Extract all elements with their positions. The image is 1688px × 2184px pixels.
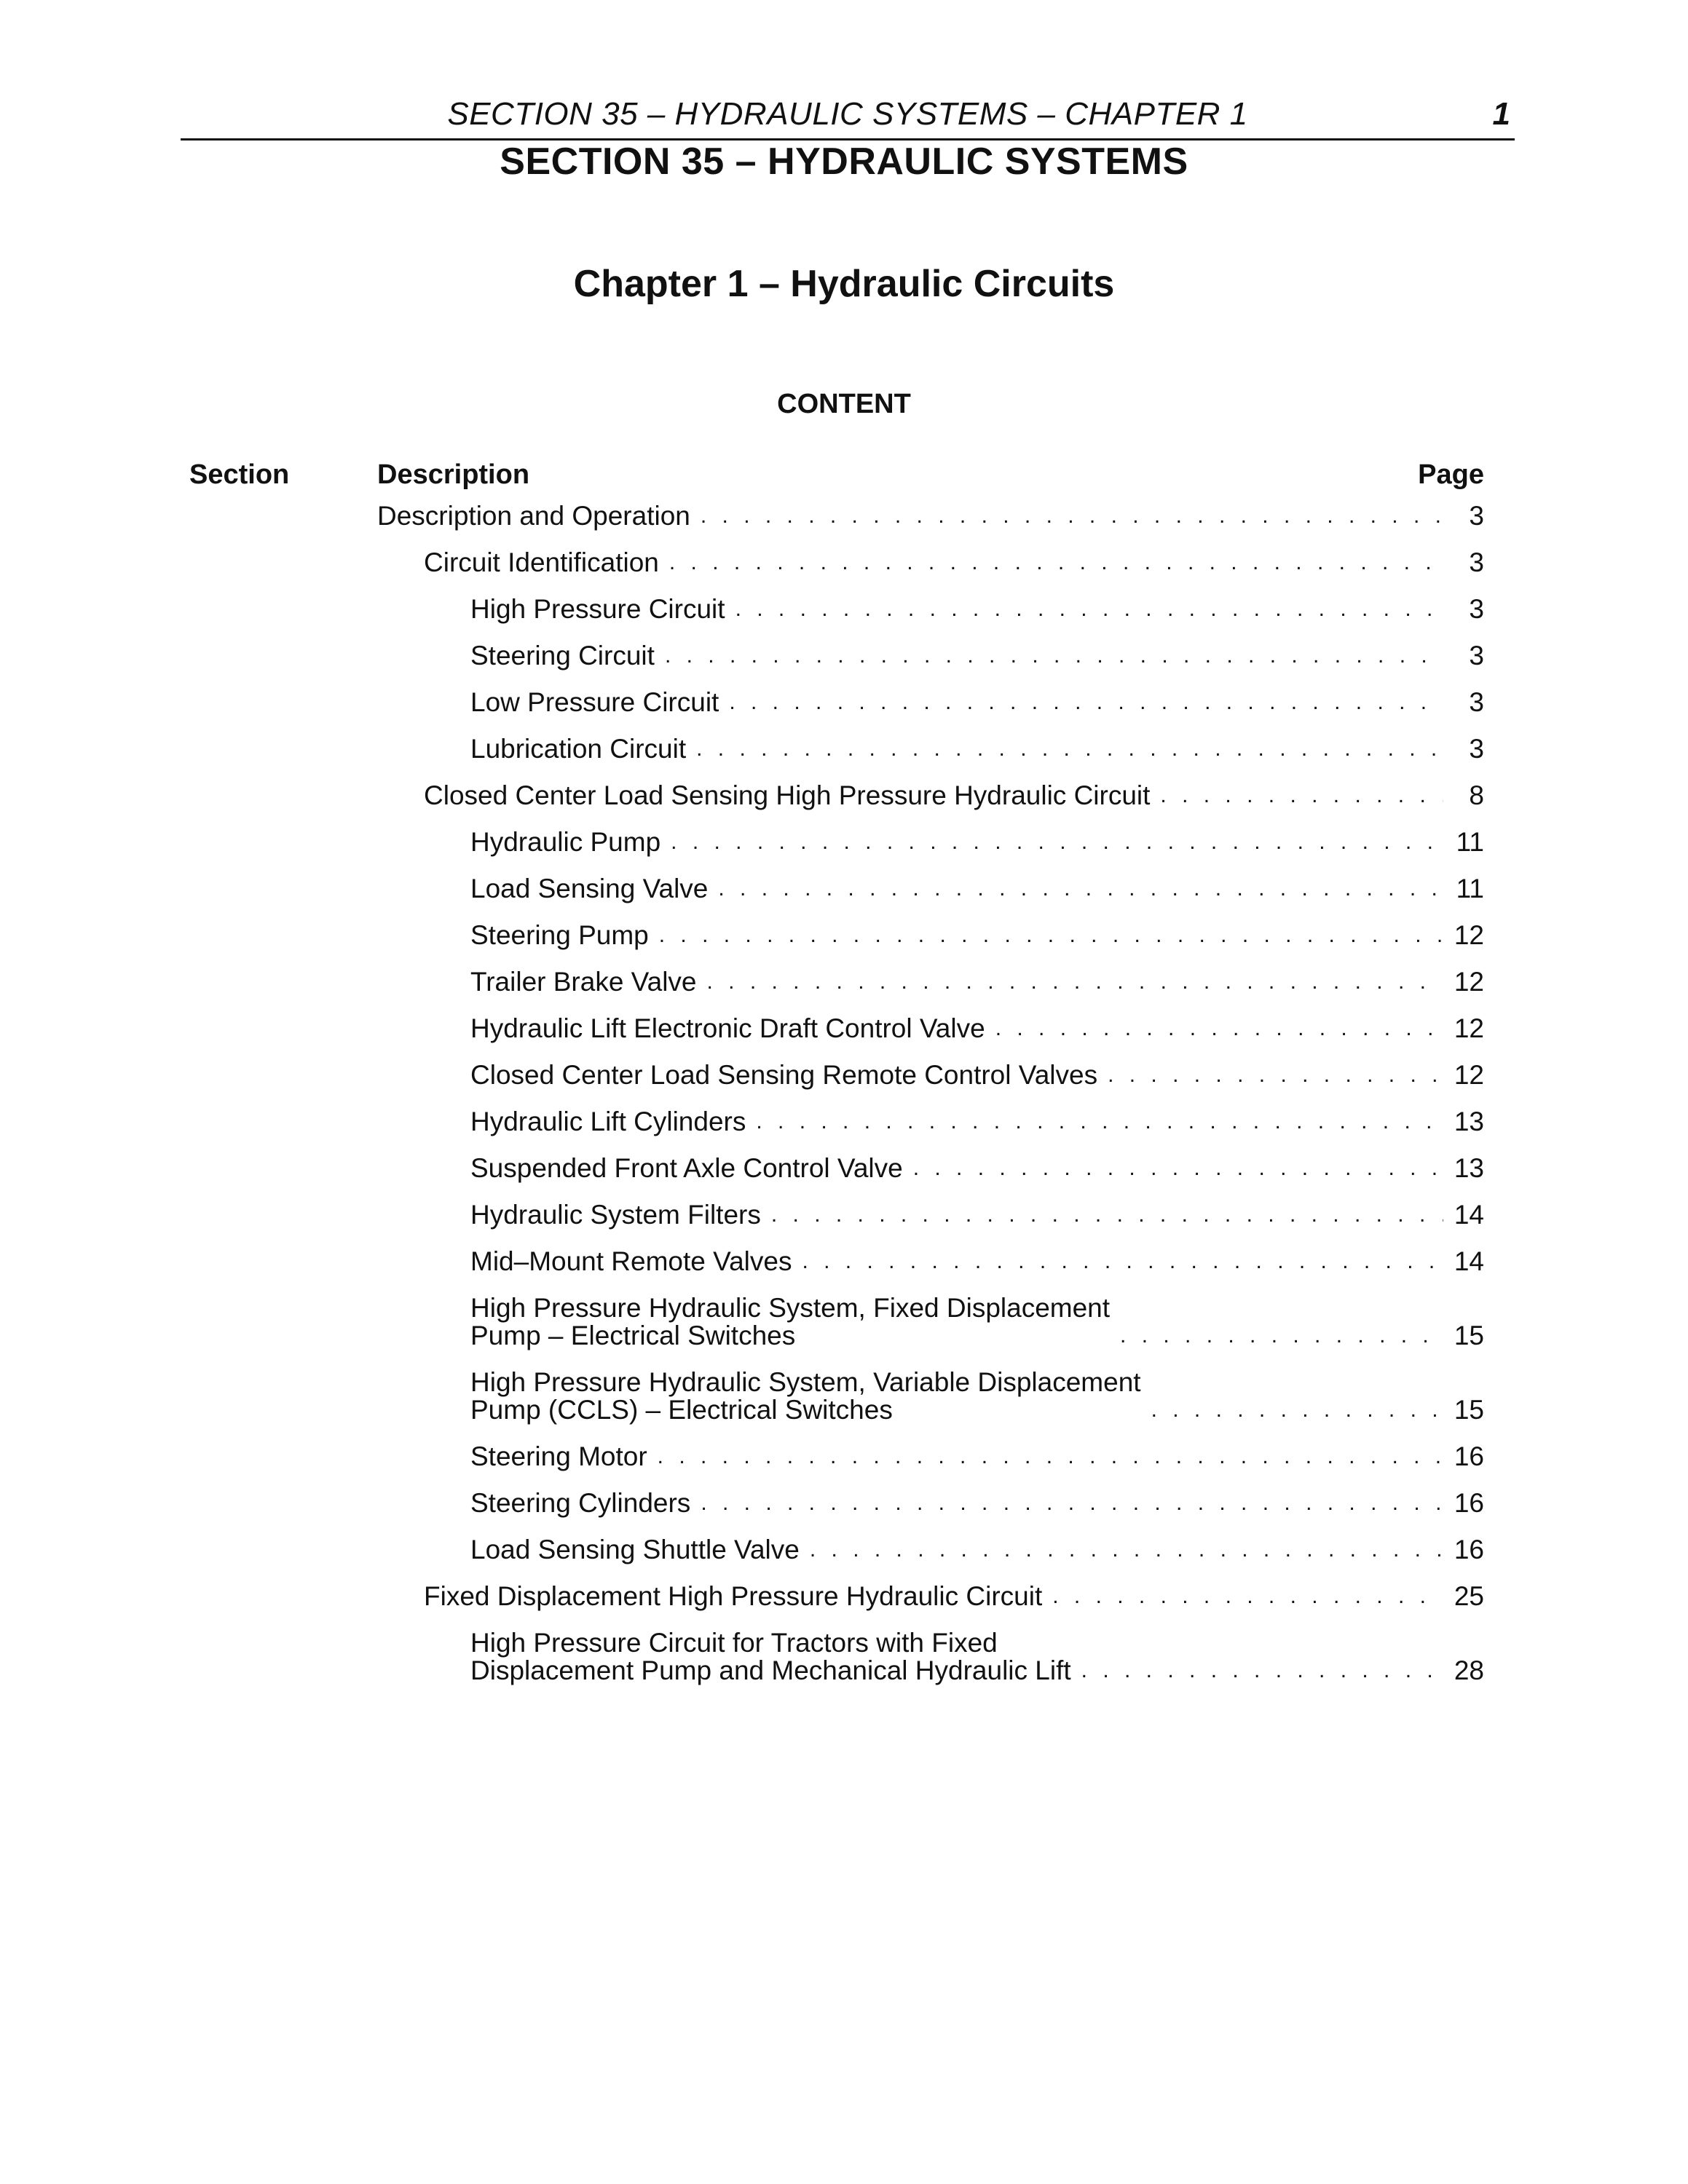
toc-entry-page: 15 [1454,1395,1484,1425]
toc-entry[interactable] [377,596,1484,623]
toc-entry[interactable] [377,782,1484,810]
toc-entry-title: Hydraulic System Filters [470,1200,761,1230]
toc-entry[interactable] [377,1369,1484,1424]
toc-dot-leader [995,1015,1443,1042]
toc-entry-page: 14 [1454,1200,1484,1230]
toc-entry-title: Description and Operation [377,501,690,531]
toc-entry-title: Hydraulic Lift Cylinders [470,1107,746,1136]
page-number: 1 [1492,96,1510,132]
toc-entry-title: High Pressure Hydraulic System, Variable Displacement Pump (CCLS) – Electrical Switches [470,1367,1141,1425]
toc-entry-page: 3 [1469,594,1484,624]
toc-dot-leader [696,735,1443,763]
toc-entry-title: Closed Center Load Sensing Remote Control Valves [470,1060,1098,1090]
toc-dot-leader [729,689,1443,716]
toc-entry-title: Closed Center Load Sensing High Pressure Hydraulic Circuit [424,780,1151,810]
toc-dot-leader [718,875,1443,903]
toc-entry-title: High Pressure Circuit for Tractors with Fixed Displacement Pump and Mechanical Hydraulic Lift [470,1628,1071,1685]
toc-entry-title: Hydraulic Lift Electronic Draft Control Valve [470,1013,985,1043]
toc-entry[interactable] [377,1489,1484,1517]
toc-entry[interactable] [377,1294,1484,1350]
toc-dot-leader [1052,1583,1443,1610]
toc-entry-page: 3 [1469,547,1484,577]
toc-entry-page: 8 [1469,780,1484,810]
toc-entry-page: 11 [1456,827,1484,857]
chapter-title: Chapter 1 – Hydraulic Circuits [573,263,1115,305]
toc-entry-page: 12 [1454,1060,1484,1090]
toc-entry[interactable] [377,1583,1484,1610]
toc-entry-page: 12 [1454,967,1484,997]
toc-entry-title: Load Sensing Valve [470,874,709,903]
section-title: SECTION 35 – HYDRAULIC SYSTEMS [500,141,1188,183]
toc-entry-page: 15 [1454,1321,1484,1350]
toc-dot-leader [810,1536,1443,1564]
content-heading: CONTENT [777,389,911,419]
toc-entry-title: Circuit Identification [424,547,659,577]
toc-entry-page: 28 [1454,1655,1484,1685]
toc-entry[interactable] [377,968,1484,996]
toc-entry-page: 12 [1454,920,1484,950]
toc-entry-title: Steering Cylinders [470,1488,691,1518]
toc-entry[interactable] [377,1155,1484,1182]
toc-entry[interactable] [377,1201,1484,1229]
toc-entry[interactable] [377,689,1484,716]
toc-entry-page: 16 [1454,1535,1484,1564]
toc-entry[interactable] [377,875,1484,903]
toc-entry[interactable] [377,642,1484,670]
toc-entry-title: Load Sensing Shuttle Valve [470,1535,800,1564]
toc-entry-title: Mid–Mount Remote Valves [470,1246,792,1276]
toc-entry-page: 14 [1454,1246,1484,1276]
toc-entry[interactable] [377,735,1484,763]
toc-entry-page: 12 [1454,1013,1484,1043]
toc-dot-leader [1081,1657,1443,1685]
toc-entry-page: 3 [1469,734,1484,764]
toc-entry-page: 25 [1454,1581,1484,1611]
toc-dot-leader [756,1108,1443,1136]
toc-dot-leader [1151,1396,1443,1424]
toc-entry[interactable] [377,1248,1484,1275]
toc-entry-page: 13 [1454,1153,1484,1183]
toc-entry-title: Trailer Brake Valve [470,967,697,997]
toc-dot-leader [913,1155,1443,1182]
toc-entry-page: 3 [1469,641,1484,670]
toc-entry[interactable] [377,1061,1484,1089]
toc-entry-title: Hydraulic Pump [470,827,661,857]
toc-dot-leader [659,922,1443,949]
toc-entry-title: Steering Pump [470,920,649,950]
toc-entry[interactable] [377,1015,1484,1042]
column-header-description: Description [377,459,530,490]
toc-dot-leader [771,1201,1443,1229]
toc-entry-title: High Pressure Circuit [470,594,725,624]
toc-dot-leader [1120,1322,1443,1350]
toc-entry[interactable] [377,1443,1484,1471]
toc-entry-title: Low Pressure Circuit [470,687,719,717]
toc-entry-page: 3 [1469,687,1484,717]
toc-entry-page: 11 [1456,874,1484,903]
toc-dot-leader [701,1489,1443,1517]
toc-entry-title: High Pressure Hydraulic System, Fixed Displacement Pump – Electrical Switches [470,1293,1111,1350]
toc-dot-leader [669,549,1443,577]
toc-dot-leader [1160,782,1443,810]
toc-entry-page: 3 [1469,501,1484,531]
toc-entry[interactable] [377,922,1484,949]
column-header-section: Section [189,459,290,490]
running-title: SECTION 35 – HYDRAULIC SYSTEMS – CHAPTER 1 [447,96,1248,132]
toc-dot-leader [658,1443,1443,1471]
toc-entry[interactable] [377,1108,1484,1136]
toc-entry-title: Steering Motor [470,1441,647,1471]
column-header-page: Page [1418,459,1484,490]
toc-entry[interactable] [377,1629,1484,1685]
toc-dot-leader [802,1248,1443,1275]
toc-entry-page: 13 [1454,1107,1484,1136]
toc-entry-title: Steering Circuit [470,641,655,670]
toc-entry[interactable] [377,1536,1484,1564]
toc-entry-title: Lubrication Circuit [470,734,687,764]
toc-entry[interactable] [377,828,1484,856]
toc-dot-leader [735,596,1443,623]
toc-entry[interactable] [377,549,1484,577]
toc-entry-page: 16 [1454,1488,1484,1518]
toc-dot-leader [701,502,1443,530]
toc-dot-leader [665,642,1443,670]
toc-entry-page: 16 [1454,1441,1484,1471]
toc-entry[interactable] [377,502,1484,530]
toc-dot-leader [1108,1061,1443,1089]
table-of-contents [377,502,1484,1704]
toc-entry-title: Suspended Front Axle Control Valve [470,1153,903,1183]
toc-entry-title: Fixed Displacement High Pressure Hydraulic Circuit [424,1581,1043,1611]
running-header [181,93,1515,141]
toc-dot-leader [671,828,1443,856]
toc-dot-leader [707,968,1444,996]
